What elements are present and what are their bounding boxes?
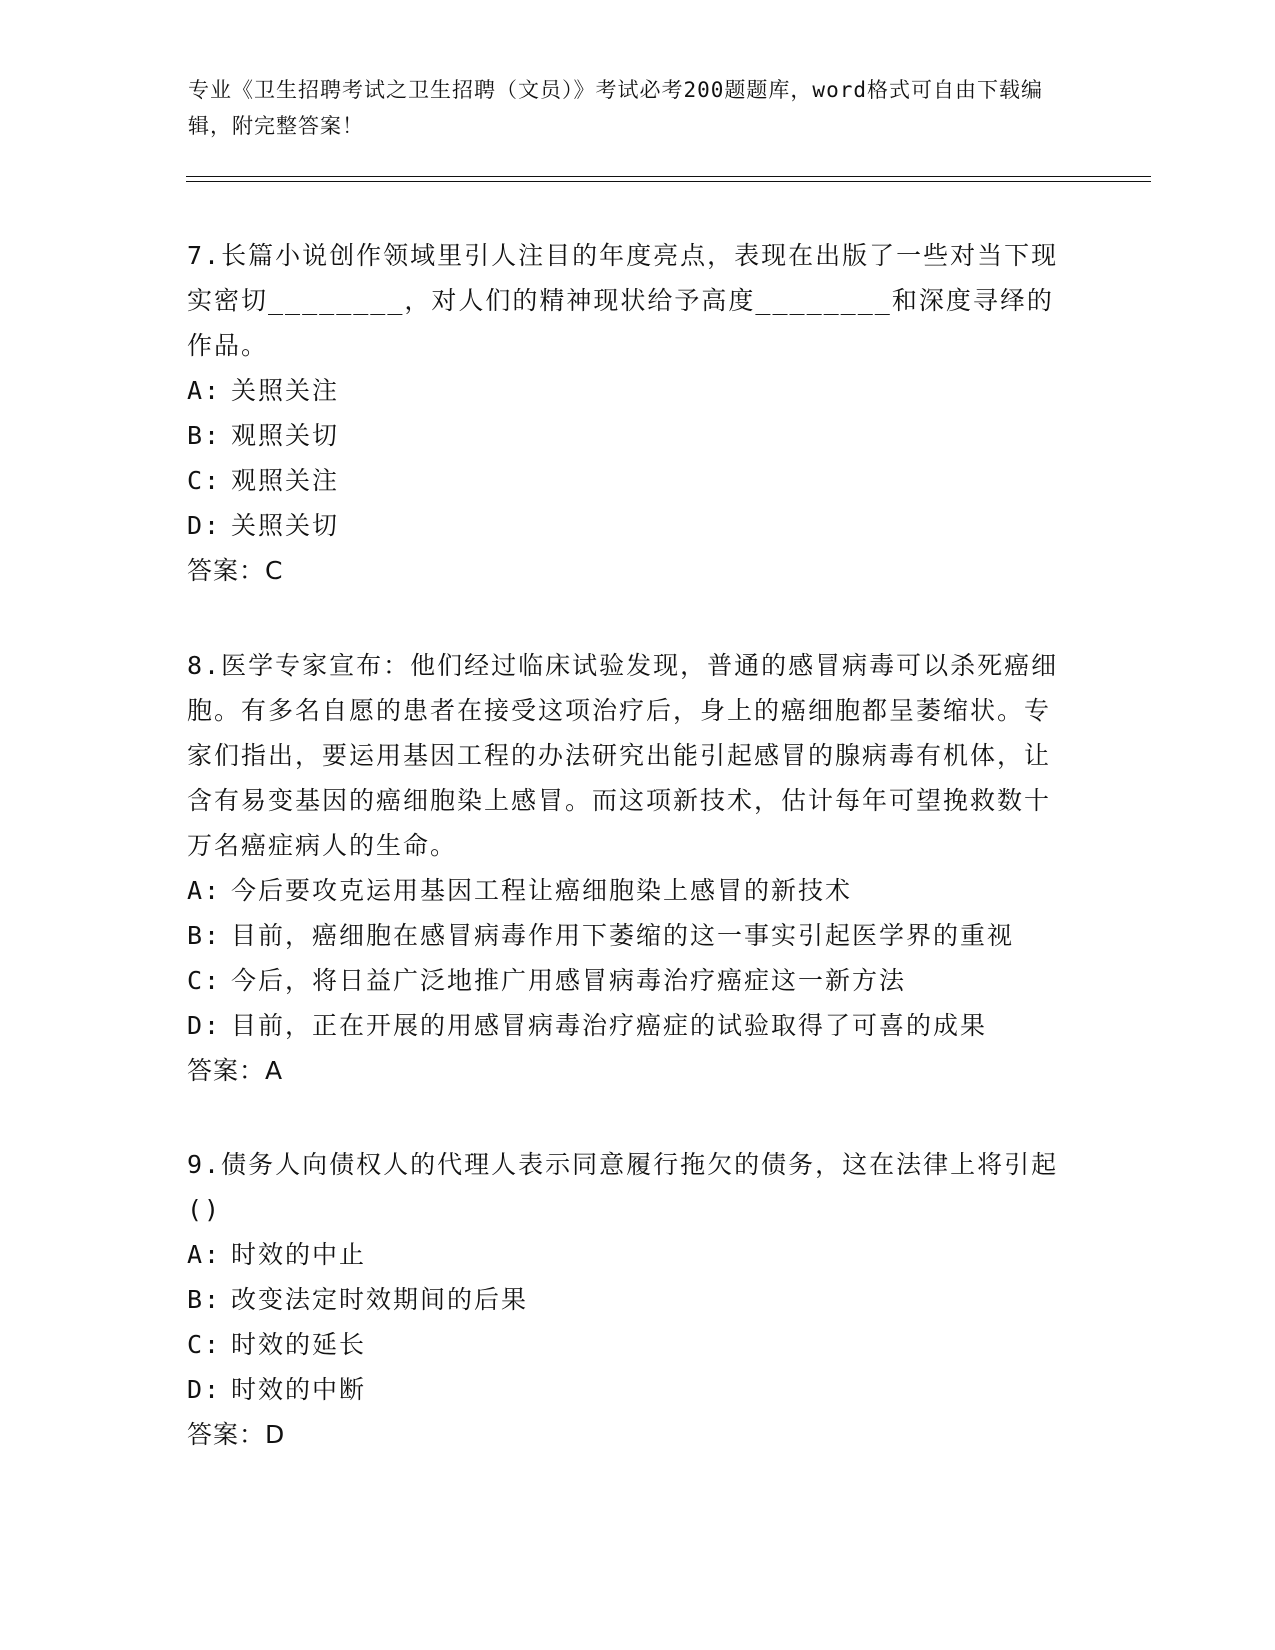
option-text: 时效的延长 (231, 1330, 367, 1359)
option-text: 今后要攻克运用基因工程让癌细胞染上感冒的新技术 (231, 876, 853, 905)
question-stem: 8.医学专家宣布：他们经过临床试验发现，普通的感冒病毒可以杀死癌细胞。有多名自愿的患者在接受这项治疗后，身上的癌细胞都呈萎缩状。专家们指出，要运用基因工程的办法研究出能引起感冒的腺病毒有机体，让含有易变基因的癌细胞染上感冒。而这项新技术，估计每年可望挽救数十万名癌症病人的生命。 (187, 651, 1059, 860)
option-text: 时效的中断 (231, 1375, 367, 1404)
option-key: D: (187, 1375, 222, 1404)
option-key: A: (187, 876, 222, 905)
option-text: 关照关切 (231, 511, 340, 540)
question-8 (187, 643, 1077, 1093)
option-text: 改变法定时效期间的后果 (231, 1285, 529, 1314)
option-text: 目前，正在开展的用感冒病毒治疗癌症的试验取得了可喜的成果 (231, 1011, 988, 1040)
option-a (187, 1232, 1077, 1277)
option-a (187, 868, 1077, 913)
option-a (187, 368, 1077, 413)
option-b (187, 913, 1077, 958)
answer-line: 答案：C (187, 556, 284, 585)
option-key: A: (187, 1240, 222, 1269)
question-7 (187, 233, 1077, 593)
option-key: B: (187, 921, 222, 950)
option-d (187, 1367, 1077, 1412)
option-key: D: (187, 1011, 222, 1040)
option-c (187, 958, 1077, 1003)
option-c (187, 458, 1077, 503)
option-key: B: (187, 421, 222, 450)
option-d (187, 503, 1077, 548)
option-key: C: (187, 966, 222, 995)
option-text: 目前，癌细胞在感冒病毒作用下萎缩的这一事实引起医学界的重视 (231, 921, 1015, 950)
header-divider-top (186, 176, 1151, 177)
option-key: A: (187, 376, 222, 405)
option-text: 今后，将日益广泛地推广用感冒病毒治疗癌症这一新方法 (231, 966, 907, 995)
question-9 (187, 1142, 1077, 1457)
option-key: D: (187, 511, 222, 540)
option-b (187, 413, 1077, 458)
header-divider-bottom (186, 181, 1151, 182)
option-key: B: (187, 1285, 222, 1314)
option-b (187, 1277, 1077, 1322)
answer-line: 答案：D (187, 1420, 286, 1449)
question-stem: 7.长篇小说创作领域里引人注目的年度亮点，表现在出版了一些对当下现实密切________，对人们的精神现状给予高度________和深度寻绎的作品。 (187, 241, 1059, 360)
option-c (187, 1322, 1077, 1367)
option-text: 观照关切 (231, 421, 340, 450)
option-text: 关照关注 (231, 376, 340, 405)
option-d (187, 1003, 1077, 1048)
option-text: 观照关注 (231, 466, 340, 495)
option-text: 时效的中止 (231, 1240, 367, 1269)
document-header: 专业《卫生招聘考试之卫生招聘（文员）》考试必考200题题库，word格式可自由下载编辑，附完整答案！ (188, 78, 1043, 138)
option-key: C: (187, 1330, 222, 1359)
question-stem: 9.债务人向债权人的代理人表示同意履行拖欠的债务，这在法律上将引起() (187, 1150, 1059, 1224)
answer-line: 答案：A (187, 1056, 284, 1085)
option-key: C: (187, 466, 222, 495)
